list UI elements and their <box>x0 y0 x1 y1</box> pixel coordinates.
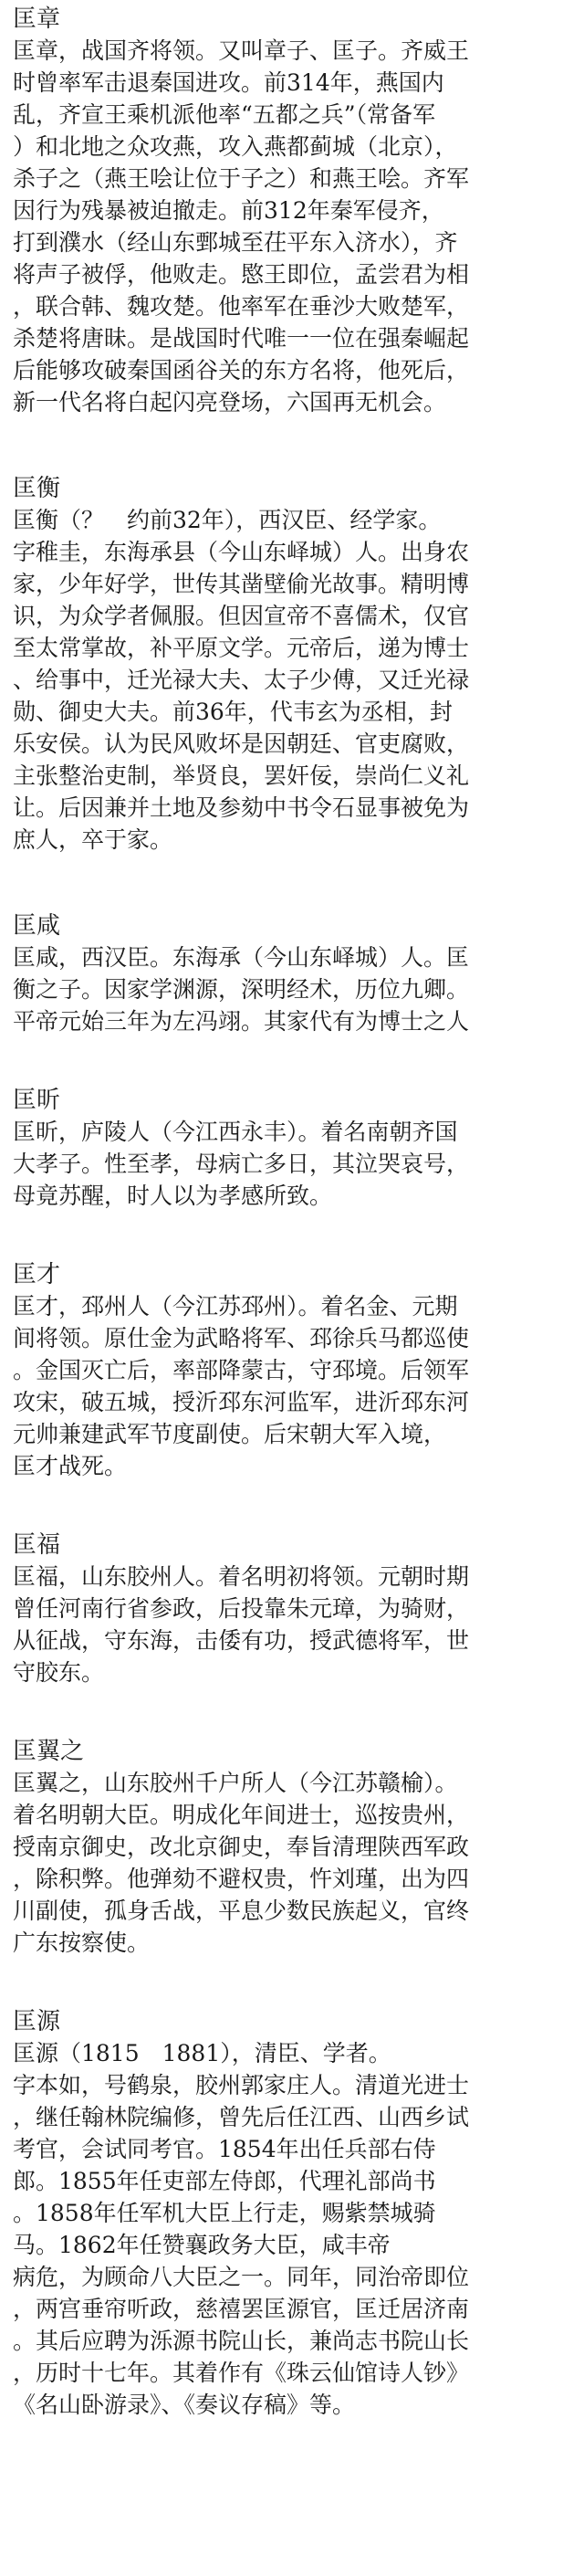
entry-line: 新一代名将白起闪亮登场，六国再无机会。 <box>13 389 447 415</box>
entry-line: 平帝元始三年为左冯翊。其家代有为博士之人 <box>13 1008 470 1035</box>
entry-line: ，继任翰林院编修，曾先后任江西、山西乡试 <box>13 2104 470 2130</box>
entry-line: 字稚圭，东海承县（今山东峄城）人。出身农 <box>13 539 470 565</box>
entry-line: 后能够攻破秦国函谷关的东方名将，他死后， <box>13 357 470 384</box>
entry-title: 匡咸 <box>13 912 61 940</box>
entry-line: ，联合韩、魏攻楚。他率军在垂沙大败楚军， <box>13 293 470 320</box>
entry-line: 病危，为顾命八大臣之一。同年，同治帝即位 <box>13 2264 470 2290</box>
entry-line: 匡昕，庐陵人（今江西永丰）。着名南朝齐国 <box>13 1119 458 1145</box>
entry-line: ）和北地之众攻燕，攻入燕都蓟城（北京）， <box>13 133 458 160</box>
entry-kuang-fu <box>13 1526 571 1688</box>
entry-line: ，历时十七年。其着作有《珠云仙馆诗人钞》 <box>13 2360 470 2386</box>
entry-line: 大孝子。性至孝，母病亡多日，其泣哭哀号， <box>13 1151 470 1177</box>
entry-line: 杀子之（燕王哙让位于子之）和燕王哙。齐军 <box>13 165 470 192</box>
entry-line: 从征战，守东海，击倭有功，授武德将军，世 <box>13 1627 470 1654</box>
entry-line: ，除积弊。他弹劾不避权贵，忤刘瑾，出为四 <box>13 1866 470 1892</box>
entry-line: 广东按察使。 <box>13 1929 151 1956</box>
entry-line: 勋、御史大夫。前36年，代韦玄为丞相，封 <box>13 699 453 725</box>
section-spacer <box>13 1482 571 1526</box>
entry-kuang-cai <box>13 1256 571 1482</box>
entry-line: 匡翼之，山东胶州千户所人（今江苏赣榆）。 <box>13 1770 458 1796</box>
entry-line: 乐安侯。认为民风败坏是因朝廷、官吏腐败， <box>13 731 470 757</box>
entry-line: 匡衡（？ 约前32年），西汉臣、经学家。 <box>13 507 442 533</box>
entry-line: 、给事中，迁光禄大夫、太子少傅，又迁光禄 <box>13 667 470 693</box>
entry-line: 家，少年好学，世传其凿壁偷光故事。精明博 <box>13 571 470 597</box>
entry-line: 至太常掌故，补平原文学。元帝后，递为博士 <box>13 635 470 661</box>
entry-line: 攻宋，破五城，授沂邳东河监军，进沂邳东河 <box>13 1389 470 1415</box>
entry-line: ，两宫垂帘听政，慈禧罢匡源官，匡迁居济南 <box>13 2296 470 2322</box>
section-spacer <box>13 1688 571 1732</box>
entry-line: 着名明朝大臣。明成化年间进士，巡按贵州， <box>13 1802 470 1828</box>
entry-kuang-xian <box>13 907 571 1037</box>
entry-line: 因行为残暴被迫撤走。前312年秦军侵齐， <box>13 197 444 224</box>
entry-line: 川副使，孤身舌战，平息少数民族起义，官终 <box>13 1898 470 1924</box>
entry-line: 匡章，战国齐将领。又叫章子、匡子。齐威王 <box>13 37 470 64</box>
section-spacer <box>13 856 571 907</box>
entry-line: 衡之子。因家学渊源，深明经术，历位九卿。 <box>13 976 470 1003</box>
entry-title: 匡福 <box>13 1531 61 1559</box>
entry-line: 马。1862年任赞襄政务大臣，咸丰帝 <box>13 2232 391 2258</box>
entry-line: 间将领。原仕金为武略将军、邳徐兵马都巡使 <box>13 1325 470 1351</box>
entry-line: 考官，会试同考官。1854年出任兵部右侍 <box>13 2136 436 2162</box>
entry-line: 母竟苏醒，时人以为孝感所致。 <box>13 1183 333 1209</box>
entry-title: 匡翼之 <box>13 1738 85 1765</box>
entry-kuang-zhang <box>13 0 571 418</box>
entry-title: 匡才 <box>13 1261 61 1288</box>
entry-line: 匡才，邳州人（今江苏邳州）。着名金、元期 <box>13 1293 458 1320</box>
entry-kuang-yuan <box>13 2003 571 2421</box>
entry-line: 匡才战死。 <box>13 1453 128 1479</box>
entry-line: 。金国灭亡后，率部降蒙古，守邳境。后领军 <box>13 1357 470 1383</box>
section-spacer <box>13 418 571 469</box>
entry-line: 匡咸，西汉臣。东海承（今山东峄城）人。匡 <box>13 944 470 971</box>
entry-line: 。其后应聘为泺源书院山长，兼尚志书院山长 <box>13 2328 470 2354</box>
entry-line: 《名山卧游录》、《奏议存稿》等。 <box>13 2392 356 2418</box>
entry-line: 将声子被俘，他败走。愍王即位，孟尝君为相 <box>13 261 470 288</box>
entry-line: 匡源（1815 1881），清臣、学者。 <box>13 2040 391 2066</box>
entry-kuang-yizhi <box>13 1732 571 1959</box>
section-spacer <box>13 1037 571 1081</box>
entry-line: 匡福，山东胶州人。着名明初将领。元朝时期 <box>13 1563 470 1590</box>
entry-line: 郎。1855年任吏部左侍郎，代理礼部尚书 <box>13 2168 436 2194</box>
entry-line: 杀楚将唐昧。是战国时代唯一一位在强秦崛起 <box>13 325 470 352</box>
entry-line: 乱，齐宣王乘机派他率“五都之兵”（常备军 <box>13 101 436 128</box>
entry-line: 。1858年任军机大臣上行走，赐紫禁城骑 <box>13 2200 436 2226</box>
entry-line: 字本如，号鹤泉，胶州郭家庄人。清道光进士 <box>13 2072 470 2098</box>
entry-line: 守胶东。 <box>13 1659 105 1686</box>
entry-kuang-xin <box>13 1081 571 1212</box>
entry-line: 曾任河南行省参政，后投靠朱元璋，为骑财， <box>13 1595 470 1622</box>
entry-line: 元帅兼建武军节度副使。后宋朝大军入境， <box>13 1421 447 1447</box>
entry-line: 识，为众学者佩服。但因宣帝不喜儒术，仅官 <box>13 603 470 629</box>
entry-line: 授南京御史，改北京御史，奉旨清理陕西军政 <box>13 1834 470 1860</box>
entry-kuang-heng <box>13 469 571 856</box>
entry-title: 匡源 <box>13 2008 61 2035</box>
entry-line: 主张整治吏制，举贤良，罢奸佞，崇尚仁义礼 <box>13 762 470 789</box>
entry-title: 匡衡 <box>13 475 61 502</box>
entry-line: 让。后因兼并土地及参劾中书令石显事被免为 <box>13 794 470 821</box>
entry-line: 时曾率军击退秦国进攻。前314年，燕国内 <box>13 69 444 96</box>
section-spacer <box>13 1959 571 2003</box>
entry-line: 庶人，卒于家。 <box>13 826 173 853</box>
entry-title: 匡章 <box>13 5 61 33</box>
entry-line: 打到濮水（经山东鄄城至茌平东入济水），齐 <box>13 229 458 256</box>
entry-title: 匡昕 <box>13 1087 61 1114</box>
section-spacer <box>13 1212 571 1256</box>
